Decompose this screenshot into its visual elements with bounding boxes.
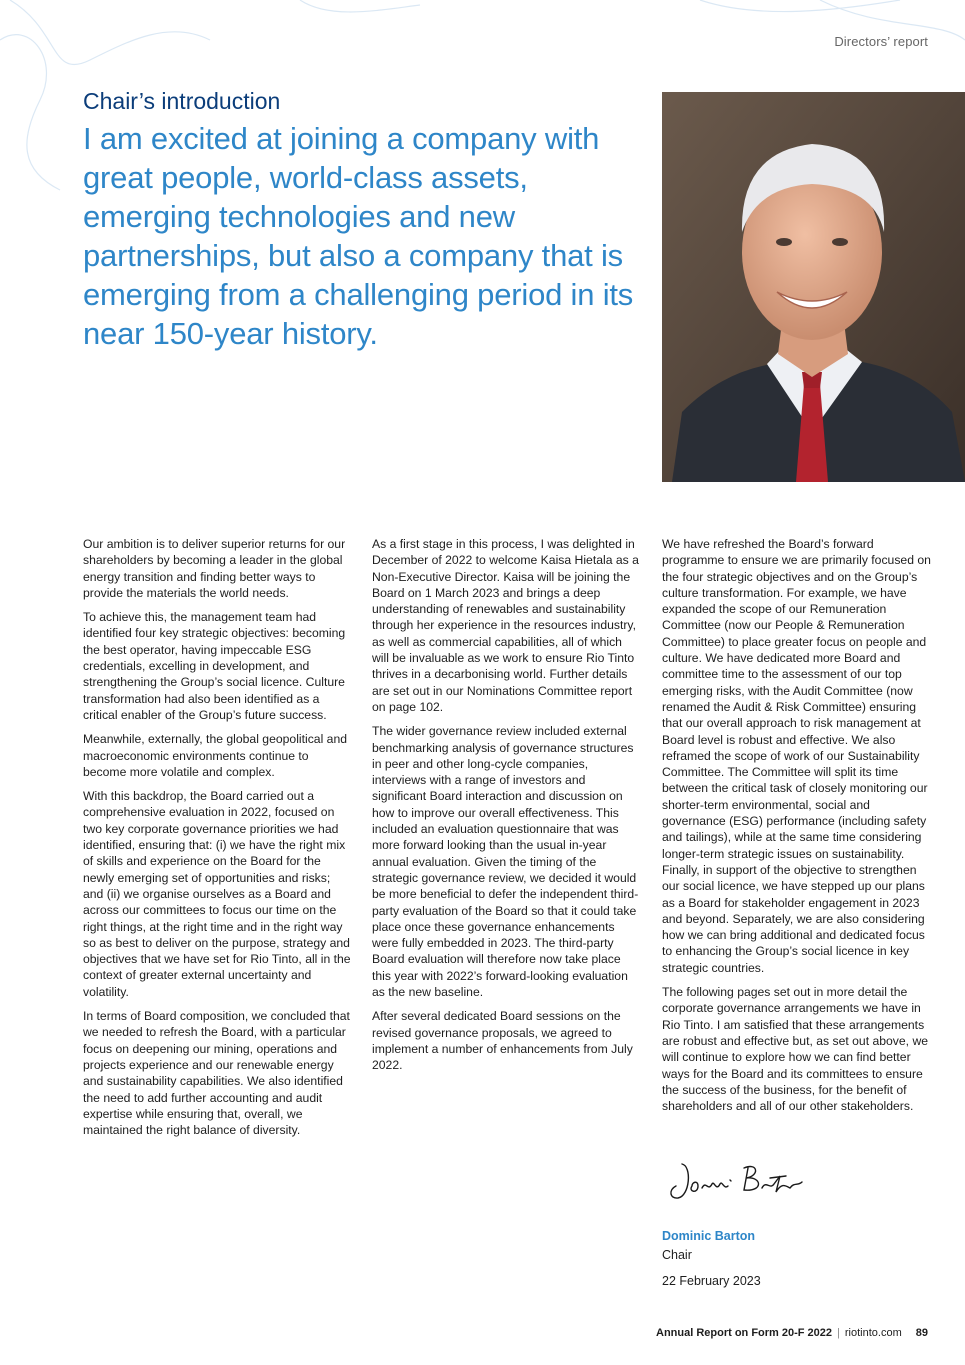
body-column-3 xyxy=(662,536,932,1122)
section-label: Directors’ report xyxy=(834,34,928,49)
page-number: 89 xyxy=(915,1327,928,1339)
page-footer xyxy=(656,1327,928,1339)
paragraph: The wider governance review included external benchmarking analysis of governance structures in peer and other long-cycle companies, interviews with a range of investors and significant Board interaction and discussion on how to improve our overall effectiveness. This included an evaluation questionnaire that was more forward looking than the usual in-year annual evaluation. Given the timing of the strategic governance review, we decided it would be more beneficial to defer the independent third-party evaluation of the Board so that it could take place once these governance enhancements were fully embedded in 2023. The third-party Board evaluation will therefore now take place this year with 2022’s forward-looking evaluation as the new baseline. xyxy=(372,724,639,1000)
body-column-2 xyxy=(372,536,642,1082)
body-column-1 xyxy=(83,536,353,1146)
signature-date: 22 February 2023 xyxy=(662,1274,761,1288)
report-title: Annual Report on Form 20-F 2022 xyxy=(656,1327,833,1339)
paragraph: Meanwhile, externally, the global geopolitical and macroeconomic environments continue to become more volatile and complex. xyxy=(83,732,348,779)
paragraph: As a first stage in this process, I was delighted in December of 2022 to welcome Kaisa Hietala as a Non-Executive Director. Kaisa will be joining the Board on 1 March 2023 and brings a deep understanding of renewables and sustainability through her experience in the resources industry, as well as commercial capabilities, all of which will be invaluable as we work to ensure Rio Tinto thrives in a decarbonising world. Further details are set out in our Nominations Committee report on page 102. xyxy=(372,537,639,714)
paragraph: We have refreshed the Board’s forward programme to ensure we are primarily focused on the four strategic objectives and on the Group’s culture transformation. For example, we have expanded the scope of our Remuneration Committee (now our People & Remuneration Committee) to place greater focus on people and culture. We have dedicated more Board and committee time to the assessment of our top emerging risks, with the Audit Committee (now renamed the Audit & Risk Committee) ensuring that our overall approach to risk management at Board level is robust and effective. We also reframed the scope of work of our Sustainability Committee. The Committee will split its time between the critical task of closely monitoring our shorter-term environmental, social and governance (ESG) performance (including safety and tailings), while at the same time considering longer-term strategic issues on sustainability. Finally, in support of the objective to strengthen our social licence, we have stepped up our plans as a Board for stakeholder engagement in 2023 and beyond. Separately, we are also considering how we can bring additional and dedicated focus to enhancing the Group’s social licence in key strategic countries. xyxy=(662,537,931,975)
signatory-name: Dominic Barton xyxy=(662,1229,756,1243)
footer-divider: | xyxy=(837,1327,840,1339)
paragraph: With this backdrop, the Board carried out a comprehensive evaluation in 2022, focused on two key corporate governance priorities we had identified, ensuring that: (i) we have the right mix of skills and experience on the Board for the newly emerging set of opportunities and risks; and (ii) we organise ourselves as a Board and across our committees to focus our time on the right things, at the right time and in the right way so as best to deliver on the purpose, strategy and objectives that we have set for Rio Tinto, all in the context of greater external uncertainty and volatility. xyxy=(83,789,351,999)
handwritten-signature xyxy=(662,1156,812,1214)
chair-introduction-heading: Chair’s introduction xyxy=(83,88,281,114)
intro-quote: I am excited at joining a company with great people, world-class assets, emerging technologies and new partnerships, but also a company that is emerging from a challenging period in its near 150-year history. xyxy=(83,121,634,351)
website-link[interactable]: riotinto.com xyxy=(844,1327,902,1339)
signatory-title: Chair xyxy=(662,1248,692,1262)
paragraph: The following pages set out in more detail the corporate governance arrangements we have in Rio Tinto. I am satisfied that these arrangements are robust and effective but, as set out above, we will continue to explore how we can find better ways for the Board and its committees to ensure the success of the business, for the benefit of shareholders and all of our other stakeholders. xyxy=(662,985,929,1114)
paragraph: After several dedicated Board sessions on the revised governance proposals, we agreed to implement a number of enhancements from July 2022. xyxy=(372,1009,633,1073)
paragraph: Our ambition is to deliver superior returns for our shareholders by becoming a leader in the global energy transition and finding better ways to provide the materials the world needs. xyxy=(83,537,346,600)
chair-portrait xyxy=(662,92,965,482)
paragraph: In terms of Board composition, we concluded that we needed to refresh the Board, with a particular focus on deepening our mining, operations and projects experience and our renewable energy and sustainability capabilities. We also identified the need to add further accounting and audit expertise while ensuring that, overall, we maintained the right balance of diversity. xyxy=(83,1009,350,1138)
paragraph: To achieve this, the management team had identified four key strategic objectives: becoming the best operator, having impeccable ESG credentials, excelling in development, and strengthening the Group’s social licence. Culture transformation had also been identified as a critical enabler of the Group’s future success. xyxy=(83,610,346,722)
